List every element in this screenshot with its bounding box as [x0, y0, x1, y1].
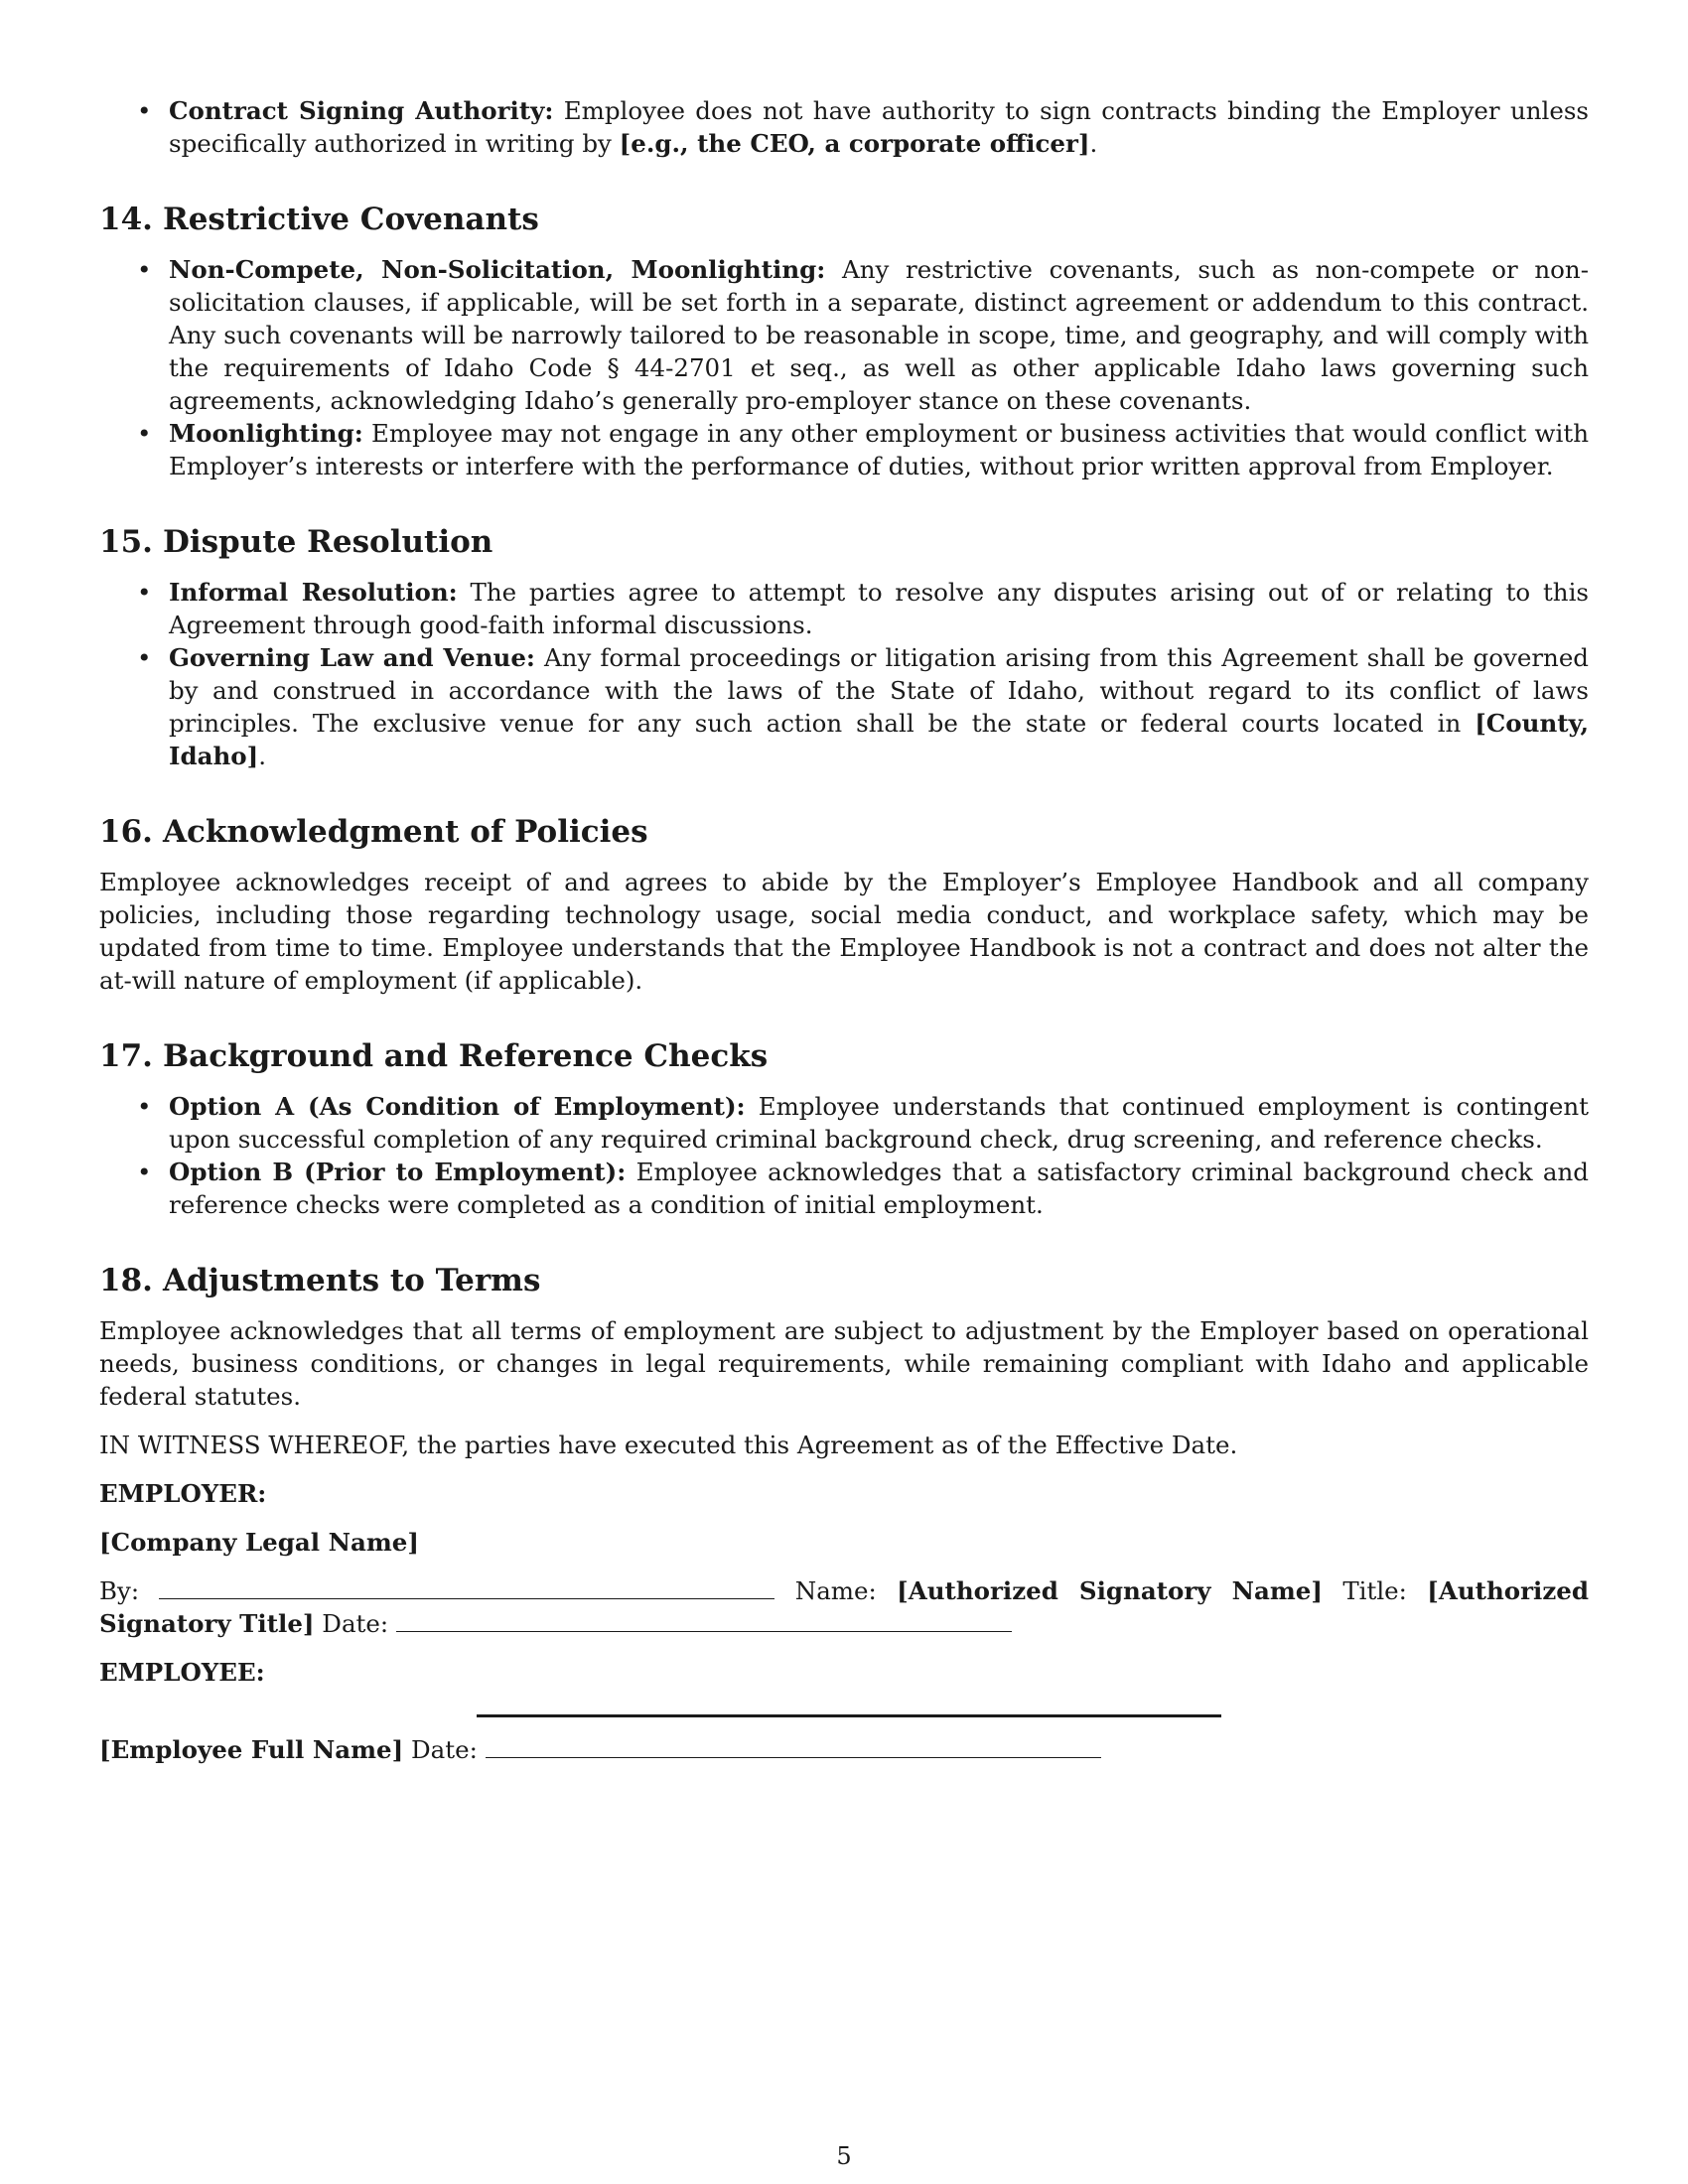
- employee-name-line: [Employee Full Name] Date:: [99, 1733, 1589, 1766]
- item-text: Employee may not engage in any other employment or business activities that would conflict with Employer’s interests or interfere with the performance of duties, without prior written approval from Employer.: [169, 419, 1589, 480]
- employer-heading: EMPLOYER:: [99, 1479, 267, 1508]
- list-item: [99, 1156, 1589, 1221]
- list-item: [99, 253, 1589, 417]
- section-heading: 16. Acknowledgment of Policies: [99, 814, 648, 850]
- item-label: Option B (Prior to Employment):: [169, 1158, 627, 1186]
- item-label: Contract Signing Authority:: [169, 96, 554, 125]
- employee-signature-field[interactable]: [477, 1714, 1221, 1717]
- item-text: The parties agree to attempt to resolve any disputes arising out of or relating to this Agreement through good-faith informal discussions.: [169, 578, 1589, 639]
- section-paragraph: Employee acknowledges receipt of and agrees to abide by the Employer’s Employee Handbook and all company policies, including those regarding technology usage, social media conduct, and workplace safety, which may be updated from time to time. Employee understands that the Employee Handbook is not a contract and does not alter the at-will nature of employment (if applicable).: [99, 868, 1589, 995]
- section-heading: 17. Background and Reference Checks: [99, 1038, 769, 1074]
- item-text: Employee understands that continued employment is contingent upon successful completion of any required criminal background check, drug screening, and reference checks.: [169, 1092, 1589, 1154]
- list-item: [99, 576, 1589, 641]
- section-paragraph: Employee acknowledges that all terms of employment are subject to adjustment by the Employer based on operational needs, business conditions, or changes in legal requirements, while remaining compliant with Idaho and applicable federal statutes.: [99, 1316, 1589, 1411]
- section-list: [99, 253, 1589, 482]
- item-label: Moonlighting:: [169, 419, 363, 448]
- section-list: [99, 576, 1589, 772]
- item-label: Option A (As Condition of Employment):: [169, 1092, 746, 1121]
- employee-date-field[interactable]: [486, 1735, 1101, 1758]
- employer-date-field[interactable]: [396, 1609, 1012, 1632]
- page-number: 5: [836, 2142, 852, 2170]
- section-heading: 15. Dispute Resolution: [99, 524, 493, 560]
- item-label: Non-Compete, Non-Solicitation, Moonlighting:: [169, 255, 826, 284]
- signature-block: [99, 1477, 1589, 1766]
- document-page: [99, 94, 1589, 1766]
- item-text: Employee acknowledges that a satisfactory criminal background check and reference checks were completed as a condition of initial employment.: [169, 1158, 1589, 1219]
- signatory-title: [Authorized Signatory Title]: [99, 1576, 1589, 1638]
- list-item: [99, 417, 1589, 482]
- item-text: Any restrictive covenants, such as non-compete or non-solicitation clauses, if applicable, will be set forth in a separate, distinct agreement or addendum to this contract. Any such covenants will be narrowly tailored to be reasonable in scope, time, and geography, and will comply with the requirements of Idaho Code § 44-2701 et seq., as well as other applicable Idaho laws governing such agreements, acknowledging Idaho’s generally pro-employer stance on these covenants.: [169, 255, 1589, 415]
- section-heading: 14. Restrictive Covenants: [99, 202, 539, 237]
- employer-signature-line: By: Name: [Authorized Signatory Name] Title: [Authorized Signatory Title] Date:: [99, 1576, 1589, 1638]
- section-list: [99, 1090, 1589, 1221]
- employee-heading: EMPLOYEE:: [99, 1658, 265, 1687]
- item-label: Informal Resolution:: [169, 578, 458, 607]
- employee-name: [Employee Full Name]: [99, 1735, 404, 1764]
- list-item: • Contract Signing Authority: Employee does not have authority to sign contracts binding the Employer unless specifically authorized in writing by [e.g., the CEO, a corporate officer].: [99, 94, 1589, 160]
- list-item: • Governing Law and Venue: Any formal proceedings or litigation arising from this Agreement shall be governed by and construed in accordance with the laws of the State of Idaho, without regard to its conflict of laws principles. The exclusive venue for any such action shall be the state or federal courts located in [County, Idaho].: [99, 641, 1589, 772]
- placeholder-text: [County, Idaho]: [169, 709, 1589, 770]
- signatory-name: [Authorized Signatory Name]: [897, 1576, 1323, 1605]
- item-text: Any formal proceedings or litigation arising from this Agreement shall be governed by and construed in accordance with the laws of the State of Idaho, without regard to its conflict of laws principles. The exclusive venue for any such action shall be the state or federal courts located in: [169, 643, 1589, 738]
- item-text: Employee does not have authority to sign contracts binding the Employer unless specifically authorized in writing by: [169, 96, 1589, 158]
- authority-list: [99, 94, 1589, 160]
- employer-signature-field[interactable]: [159, 1576, 774, 1599]
- section-heading: 18. Adjustments to Terms: [99, 1263, 541, 1298]
- placeholder-text: [e.g., the CEO, a corporate officer]: [619, 129, 1090, 158]
- list-item: [99, 1090, 1589, 1156]
- company-name: [Company Legal Name]: [99, 1528, 419, 1557]
- item-label: Governing Law and Venue:: [169, 643, 535, 672]
- witness-statement: IN WITNESS WHEREOF, the parties have executed this Agreement as of the Effective Date.: [99, 1431, 1238, 1459]
